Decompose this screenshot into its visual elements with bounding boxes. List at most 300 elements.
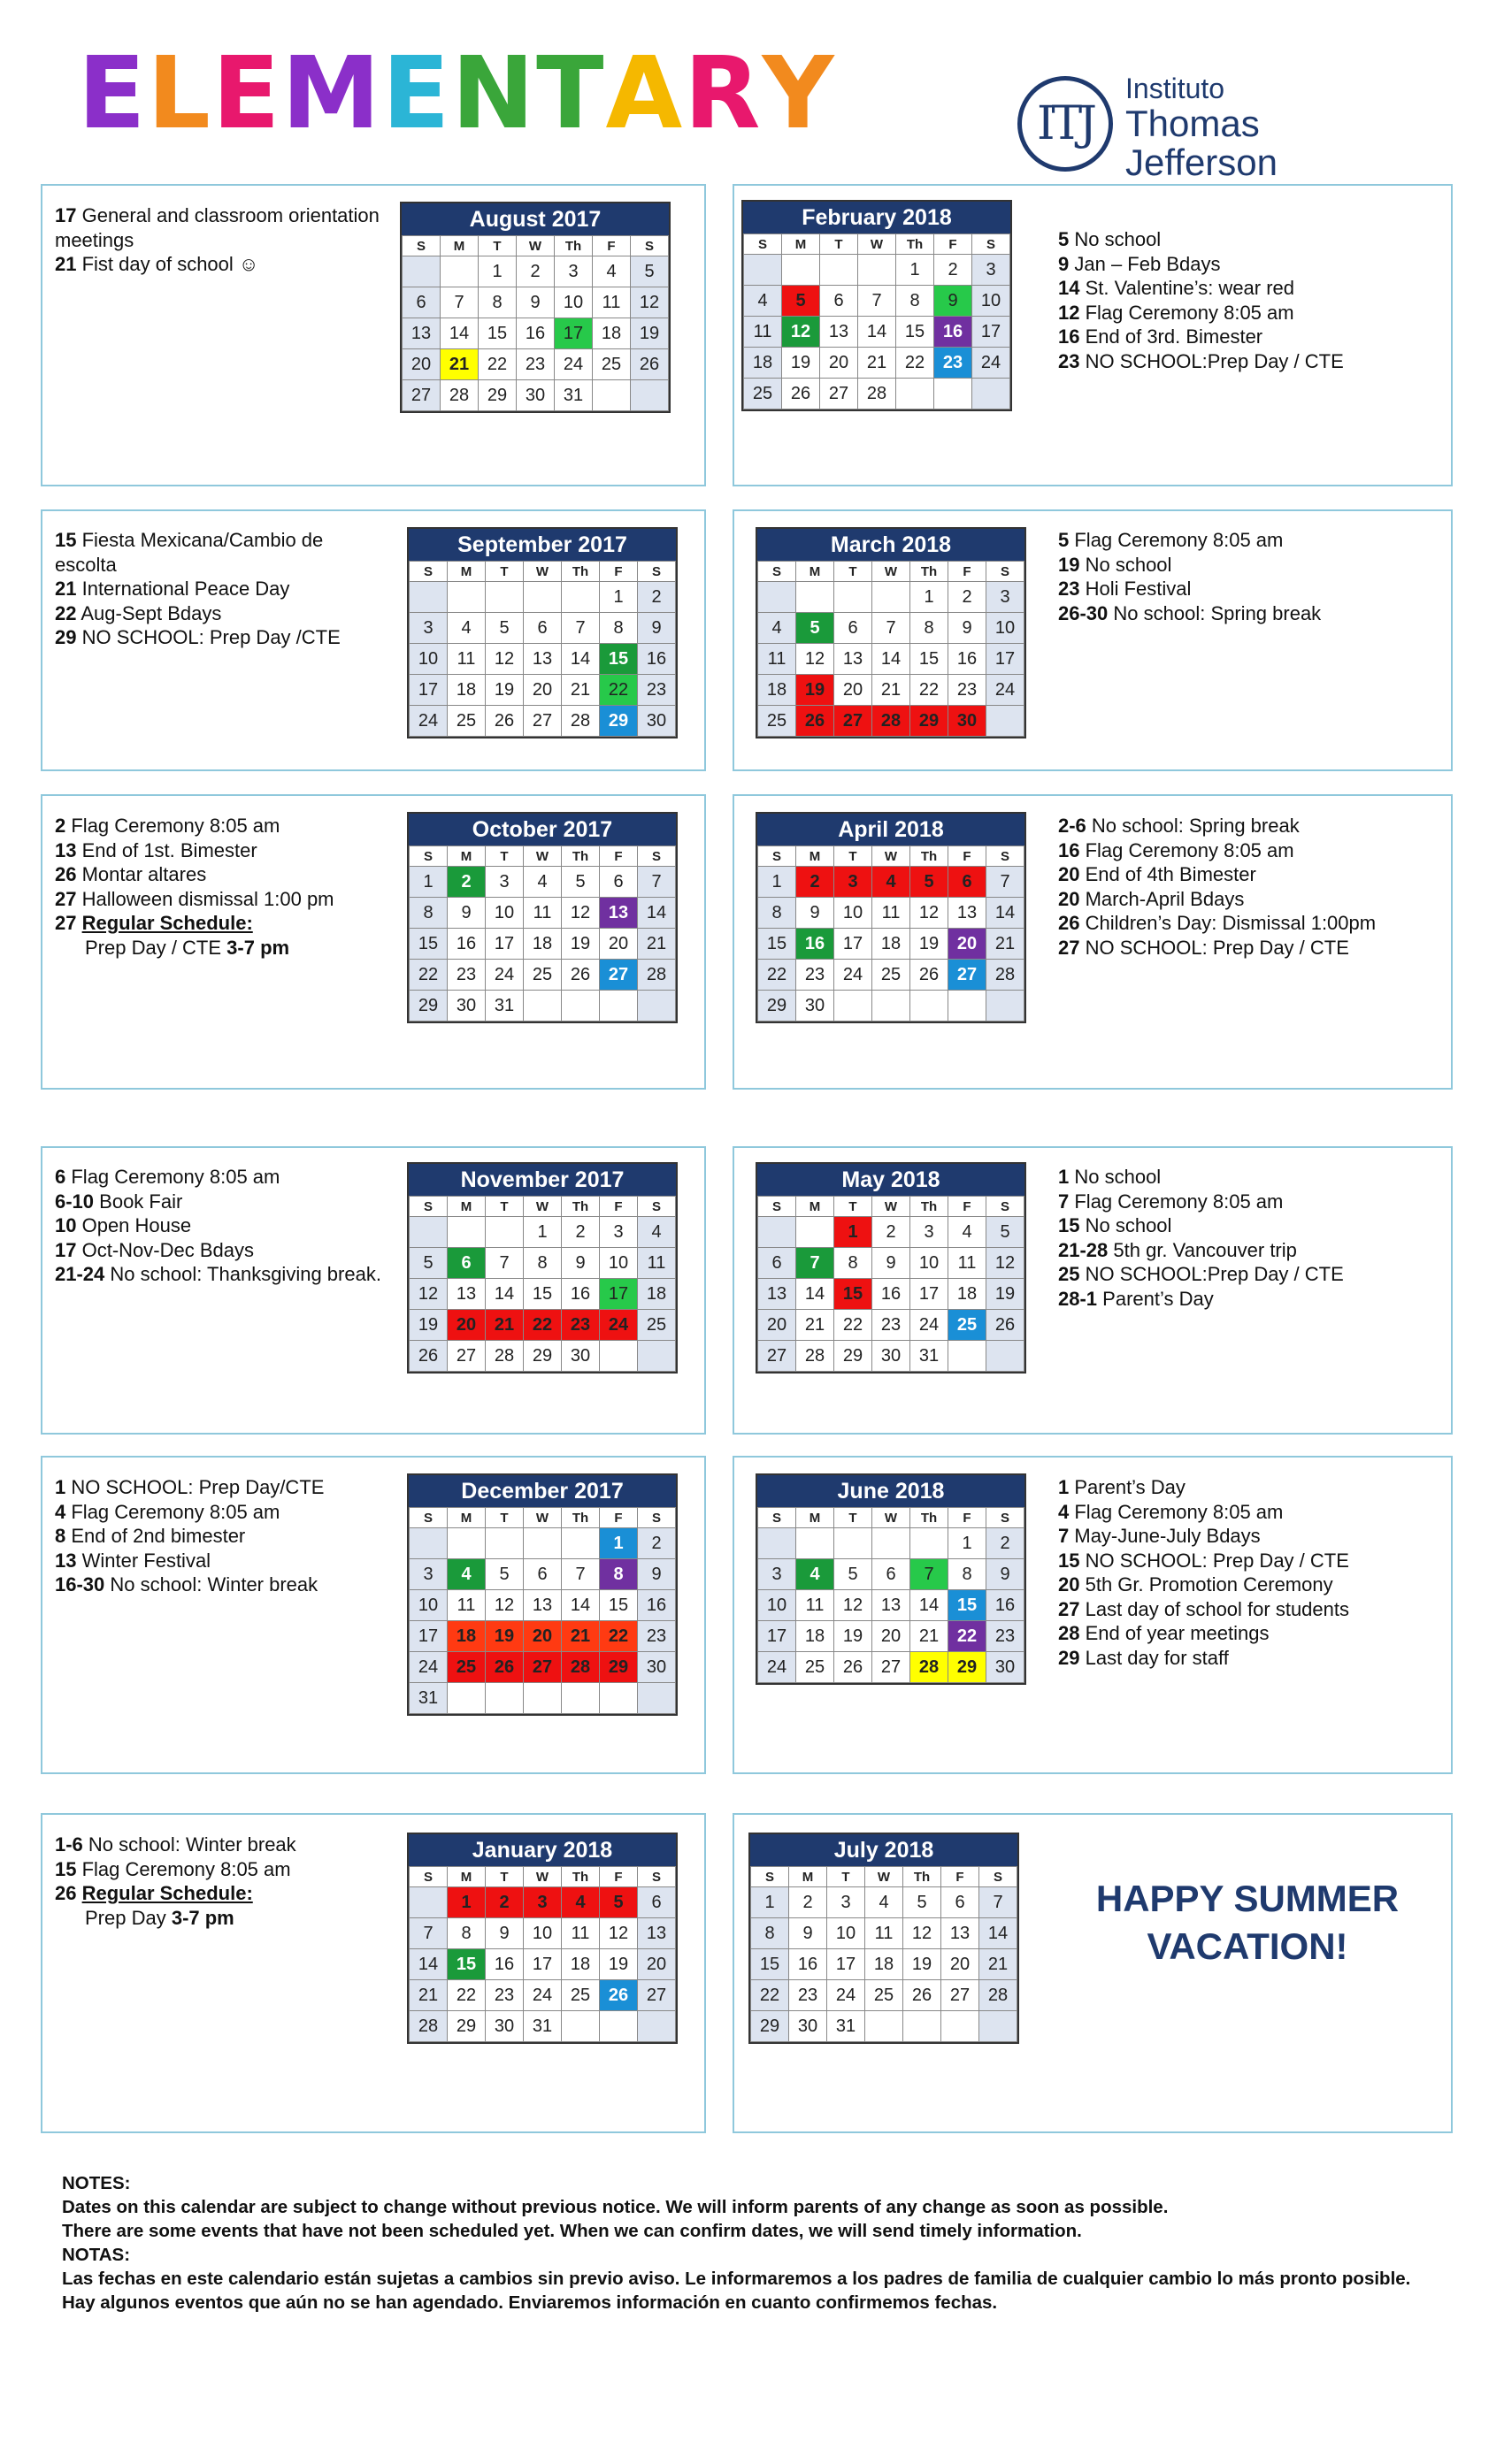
calendar-empty-cell	[986, 706, 1024, 737]
calendar-day: 28	[872, 706, 910, 737]
calendar-empty-cell	[448, 582, 486, 613]
calendar-day: 10	[555, 287, 593, 318]
calendar-day: 16	[796, 929, 834, 960]
event-item: 4 Flag Ceremony 8:05 am	[55, 1500, 280, 1523]
calendar-day: 27	[524, 706, 562, 737]
calendar-day: 5	[782, 286, 820, 317]
weekday-header: Th	[910, 562, 948, 582]
calendar-title: May 2018	[757, 1164, 1024, 1196]
weekday-header: T	[479, 236, 517, 256]
title-letter: R	[684, 36, 761, 151]
weekday-header: W	[517, 236, 555, 256]
calendar-empty-cell	[834, 1528, 872, 1559]
calendar-empty-cell	[796, 1217, 834, 1248]
calendar-empty-cell	[448, 1528, 486, 1559]
calendar-title: December 2017	[409, 1475, 676, 1507]
calendar-day: 4	[872, 867, 910, 898]
calendar-title: July 2018	[750, 1834, 1017, 1866]
calendar-day: 17	[486, 929, 524, 960]
calendar-empty-cell	[410, 1217, 448, 1248]
calendar-day: 7	[486, 1248, 524, 1279]
calendar-day: 11	[796, 1590, 834, 1621]
event-item: 7 May-June-July Bdays	[1058, 1525, 1261, 1547]
calendar-empty-cell	[600, 991, 638, 1022]
weekday-header: S	[410, 1197, 448, 1217]
calendar-empty-cell	[782, 255, 820, 286]
calendar-day: 3	[758, 1559, 796, 1590]
event-item: 21-28 5th gr. Vancouver trip	[1058, 1238, 1297, 1261]
calendar-day: 11	[948, 1248, 986, 1279]
calendar-day: 2	[986, 1528, 1024, 1559]
calendar-day: 6	[820, 286, 858, 317]
calendar-day: 25	[524, 960, 562, 991]
events-march	[1058, 528, 1412, 625]
calendar-day: 23	[948, 675, 986, 706]
calendar-day: 29	[479, 380, 517, 411]
calendar-day: 9	[986, 1559, 1024, 1590]
calendar-day: 4	[865, 1887, 903, 1918]
weekday-header: W	[865, 1867, 903, 1887]
calendar-day: 19	[486, 1621, 524, 1652]
calendar-day: 17	[410, 675, 448, 706]
events-january	[55, 1833, 382, 1930]
calendar-day: 15	[410, 929, 448, 960]
calendar-day: 29	[600, 1652, 638, 1683]
weekday-header: M	[448, 562, 486, 582]
event-item: 15 No school	[1058, 1214, 1172, 1236]
calendar-day: 1	[758, 867, 796, 898]
calendar-empty-cell	[562, 991, 600, 1022]
calendar-day: 1	[910, 582, 948, 613]
calendar-day: 30	[986, 1652, 1024, 1683]
calendar-title: March 2018	[757, 529, 1024, 561]
weekday-header: F	[948, 1197, 986, 1217]
weekday-header: W	[524, 1197, 562, 1217]
calendar-day: 4	[744, 286, 782, 317]
calendar-day: 17	[758, 1621, 796, 1652]
calendar-day: 1	[524, 1217, 562, 1248]
calendar-day: 19	[986, 1279, 1024, 1310]
weekday-header: S	[631, 236, 669, 256]
calendar-day: 14	[796, 1279, 834, 1310]
calendar-day: 19	[910, 929, 948, 960]
calendar-day: 15	[600, 644, 638, 675]
calendar-day: 12	[486, 644, 524, 675]
calendar-day: 1	[834, 1217, 872, 1248]
calendar-day: 30	[562, 1341, 600, 1372]
calendar-day: 23	[448, 960, 486, 991]
calendar-day: 3	[834, 867, 872, 898]
calendar-day: 17	[600, 1279, 638, 1310]
calendar-october	[407, 812, 678, 1023]
calendar-day: 19	[796, 675, 834, 706]
title-letter: M	[281, 36, 380, 151]
calendar-day: 8	[448, 1918, 486, 1949]
weekday-header: F	[948, 1508, 986, 1528]
calendar-day: 22	[524, 1310, 562, 1341]
calendar-day: 20	[820, 348, 858, 379]
event-item: 17 General and classroom orientation meetings	[55, 204, 380, 251]
calendar-day: 20	[941, 1949, 979, 1980]
calendar-empty-cell	[448, 1683, 486, 1714]
calendar-day: 15	[758, 929, 796, 960]
calendar-day: 25	[744, 379, 782, 409]
event-item: 26 Regular Schedule:	[55, 1882, 253, 1904]
event-item: 23 NO SCHOOL:Prep Day / CTE	[1058, 349, 1344, 372]
weekday-header: T	[820, 234, 858, 255]
calendar-empty-cell	[638, 1341, 676, 1372]
calendar-day: 24	[600, 1310, 638, 1341]
calendar-day: 21	[910, 1621, 948, 1652]
event-item: 1 Parent’s Day	[1058, 1476, 1186, 1498]
calendar-day: 12	[562, 898, 600, 929]
weekday-header: S	[758, 846, 796, 867]
calendar-day: 24	[910, 1310, 948, 1341]
calendar-day: 18	[872, 929, 910, 960]
calendar-day: 3	[986, 582, 1024, 613]
calendar-day: 3	[972, 255, 1010, 286]
event-item: 28-1 Parent’s Day	[1058, 1287, 1214, 1310]
calendar-day: 12	[903, 1918, 941, 1949]
weekday-header: M	[796, 1197, 834, 1217]
event-item: 16-30 No school: Winter break	[55, 1573, 318, 1595]
calendar-day: 21	[638, 929, 676, 960]
calendar-day: 10	[827, 1918, 865, 1949]
calendar-day: 3	[910, 1217, 948, 1248]
calendar-day: 21	[562, 675, 600, 706]
notes-line-1: Dates on this calendar are subject to change without previous notice. We will inform parents of any change as soon as possible.	[62, 2197, 1169, 2217]
calendar-day: 3	[410, 613, 448, 644]
calendar-day: 17	[524, 1949, 562, 1980]
calendar-day: 15	[751, 1949, 789, 1980]
calendar-day: 19	[600, 1949, 638, 1980]
calendar-day: 25	[796, 1652, 834, 1683]
calendar-empty-cell	[403, 256, 441, 287]
calendar-day: 11	[872, 898, 910, 929]
calendar-day: 13	[403, 318, 441, 349]
calendar-day: 17	[410, 1621, 448, 1652]
calendar-day: 26	[600, 1980, 638, 2011]
calendar-day: 16	[562, 1279, 600, 1310]
events-october	[55, 814, 382, 960]
calendar-day: 28	[441, 380, 479, 411]
calendar-day: 27	[872, 1652, 910, 1683]
calendar-day: 4	[593, 256, 631, 287]
calendar-day: 18	[744, 348, 782, 379]
event-item: 21 Fist day of school ☺	[55, 253, 259, 275]
calendar-empty-cell	[972, 379, 1010, 409]
calendar-empty-cell	[858, 255, 896, 286]
calendar-day: 23	[562, 1310, 600, 1341]
calendar-day: 16	[448, 929, 486, 960]
calendar-day: 6	[872, 1559, 910, 1590]
calendar-title: February 2018	[743, 202, 1010, 233]
calendar-day: 29	[600, 706, 638, 737]
calendar-day: 16	[638, 644, 676, 675]
calendar-day: 14	[562, 644, 600, 675]
weekday-header: F	[941, 1867, 979, 1887]
calendar-day: 21	[872, 675, 910, 706]
notas-line-1: Las fechas en este calendario están sujetas a cambios sin previo aviso. Le informaremos a los padres de familia de cualquier cambio lo más pronto posible.	[62, 2269, 1411, 2289]
calendar-empty-cell	[600, 1683, 638, 1714]
weekday-header: F	[934, 234, 972, 255]
weekday-header: M	[448, 1197, 486, 1217]
calendar-day: 23	[986, 1621, 1024, 1652]
title-letter: L	[147, 36, 211, 151]
weekday-header: M	[782, 234, 820, 255]
calendar-day: 27	[638, 1980, 676, 2011]
calendar-day: 18	[562, 1949, 600, 1980]
calendar-day: 27	[758, 1341, 796, 1372]
calendar-empty-cell	[744, 255, 782, 286]
calendar-day: 14	[410, 1949, 448, 1980]
events-december	[55, 1475, 382, 1597]
calendar-day: 2	[934, 255, 972, 286]
calendar-day: 26	[631, 349, 669, 380]
calendar-empty-cell	[562, 582, 600, 613]
calendar-day: 20	[524, 1621, 562, 1652]
calendar-day: 20	[403, 349, 441, 380]
calendar-day: 7	[986, 867, 1024, 898]
calendar-day: 18	[448, 675, 486, 706]
summer-line-1: HAPPY SUMMER	[1095, 1878, 1400, 1919]
weekday-header: S	[986, 1508, 1024, 1528]
calendar-day: 7	[441, 287, 479, 318]
calendar-day: 11	[865, 1918, 903, 1949]
calendar-day: 28	[986, 960, 1024, 991]
calendar-day: 9	[517, 287, 555, 318]
calendar-day: 10	[600, 1248, 638, 1279]
calendar-day: 26	[834, 1652, 872, 1683]
events-april	[1058, 814, 1412, 960]
calendar-day: 8	[600, 613, 638, 644]
event-item: 2 Flag Ceremony 8:05 am	[55, 815, 280, 837]
weekday-header: S	[758, 1197, 796, 1217]
calendar-day: 30	[638, 706, 676, 737]
calendar-day: 2	[789, 1887, 827, 1918]
calendar-day: 6	[524, 613, 562, 644]
calendar-day: 4	[562, 1887, 600, 1918]
weekday-header: W	[858, 234, 896, 255]
calendar-title: January 2018	[409, 1834, 676, 1866]
calendar-day: 16	[986, 1590, 1024, 1621]
calendar-day: 11	[448, 644, 486, 675]
calendar-day: 12	[910, 898, 948, 929]
weekday-header: T	[486, 846, 524, 867]
calendar-day: 22	[910, 675, 948, 706]
weekday-header: M	[448, 846, 486, 867]
calendar-day: 11	[524, 898, 562, 929]
weekday-header: S	[638, 1508, 676, 1528]
weekday-header: T	[486, 562, 524, 582]
calendar-day: 20	[600, 929, 638, 960]
weekday-header: S	[986, 562, 1024, 582]
calendar-day: 20	[448, 1310, 486, 1341]
calendar-day: 14	[872, 644, 910, 675]
weekday-header: Th	[562, 1508, 600, 1528]
calendar-empty-cell	[524, 1683, 562, 1714]
calendar-day: 22	[600, 1621, 638, 1652]
calendar-day: 12	[600, 1918, 638, 1949]
calendar-day: 18	[948, 1279, 986, 1310]
calendar-day: 16	[789, 1949, 827, 1980]
calendar-day: 22	[600, 675, 638, 706]
calendar-day: 14	[910, 1590, 948, 1621]
calendar-day: 16	[934, 317, 972, 348]
event-item: 6-10 Book Fair	[55, 1190, 183, 1213]
weekday-header: T	[486, 1867, 524, 1887]
calendar-day: 14	[486, 1279, 524, 1310]
calendar-august	[400, 202, 671, 413]
calendar-day: 8	[410, 898, 448, 929]
weekday-header: Th	[910, 846, 948, 867]
event-item: 5 No school	[1058, 228, 1162, 250]
weekday-header: M	[448, 1508, 486, 1528]
calendar-day: 29	[524, 1341, 562, 1372]
calendar-day: 24	[555, 349, 593, 380]
calendar-day: 24	[486, 960, 524, 991]
calendar-day: 18	[638, 1279, 676, 1310]
calendar-day: 29	[758, 991, 796, 1022]
calendar-day: 2	[948, 582, 986, 613]
weekday-header: Th	[903, 1867, 941, 1887]
calendar-day: 7	[910, 1559, 948, 1590]
calendar-day: 31	[410, 1683, 448, 1714]
event-item: 20 5th Gr. Promotion Ceremony	[1058, 1573, 1333, 1595]
calendar-day: 24	[986, 675, 1024, 706]
calendar-day: 21	[796, 1310, 834, 1341]
calendar-day: 27	[403, 380, 441, 411]
event-item: 27 Halloween dismissal 1:00 pm	[55, 887, 334, 910]
weekday-header: T	[827, 1867, 865, 1887]
calendar-day: 14	[562, 1590, 600, 1621]
calendar-day: 24	[972, 348, 1010, 379]
weekday-header: S	[638, 1197, 676, 1217]
event-item: Prep Day / CTE 3-7 pm	[85, 936, 290, 959]
calendar-empty-cell	[903, 2011, 941, 2042]
calendar-empty-cell	[638, 991, 676, 1022]
calendar-day: 3	[524, 1887, 562, 1918]
calendar-day: 31	[486, 991, 524, 1022]
event-item: Prep Day 3-7 pm	[85, 1906, 234, 1929]
calendar-day: 23	[789, 1980, 827, 2011]
weekday-header: M	[796, 1508, 834, 1528]
calendar-day: 26	[410, 1341, 448, 1372]
calendar-day: 5	[986, 1217, 1024, 1248]
calendar-day: 23	[872, 1310, 910, 1341]
calendar-day: 8	[600, 1559, 638, 1590]
calendar-day: 7	[562, 1559, 600, 1590]
event-item: 29 NO SCHOOL: Prep Day /CTE	[55, 626, 341, 648]
calendar-day: 6	[948, 867, 986, 898]
calendar-day: 19	[486, 675, 524, 706]
calendar-day: 13	[941, 1918, 979, 1949]
calendar-day: 8	[948, 1559, 986, 1590]
calendar-day: 6	[600, 867, 638, 898]
calendar-empty-cell	[896, 379, 934, 409]
calendar-february	[741, 200, 1012, 411]
event-item: 27 Last day of school for students	[1058, 1597, 1349, 1620]
weekday-header: S	[979, 1867, 1017, 1887]
calendar-day: 4	[638, 1217, 676, 1248]
calendar-day: 26	[796, 706, 834, 737]
calendar-day: 22	[479, 349, 517, 380]
calendar-day: 24	[758, 1652, 796, 1683]
event-item: 26 Children’s Day: Dismissal 1:00pm	[1058, 912, 1377, 934]
weekday-header: W	[524, 1508, 562, 1528]
calendar-empty-cell	[986, 1341, 1024, 1372]
calendar-day: 25	[948, 1310, 986, 1341]
event-item: 7 Flag Ceremony 8:05 am	[1058, 1190, 1284, 1213]
calendar-empty-cell	[758, 1217, 796, 1248]
weekday-header: S	[758, 562, 796, 582]
elementary-title	[78, 36, 836, 151]
calendar-day: 30	[486, 2011, 524, 2042]
calendar-day: 18	[593, 318, 631, 349]
calendar-empty-cell	[410, 582, 448, 613]
calendar-day: 30	[517, 380, 555, 411]
calendar-empty-cell	[834, 991, 872, 1022]
calendar-day: 1	[600, 582, 638, 613]
notes-heading: NOTES:	[62, 2173, 131, 2193]
weekday-header: T	[834, 1508, 872, 1528]
calendar-empty-cell	[600, 2011, 638, 2042]
weekday-header: W	[524, 846, 562, 867]
event-item: 15 Flag Ceremony 8:05 am	[55, 1857, 291, 1880]
calendar-empty-cell	[948, 991, 986, 1022]
calendar-day: 2	[486, 1887, 524, 1918]
weekday-header: Th	[562, 1867, 600, 1887]
calendar-day: 2	[796, 867, 834, 898]
calendar-empty-cell	[638, 2011, 676, 2042]
calendar-day: 17	[827, 1949, 865, 1980]
calendar-day: 20	[834, 675, 872, 706]
calendar-empty-cell	[872, 1528, 910, 1559]
calendar-day: 16	[517, 318, 555, 349]
calendar-day: 17	[555, 318, 593, 349]
calendar-day: 22	[751, 1980, 789, 2011]
calendar-day: 27	[834, 706, 872, 737]
calendar-day: 18	[758, 675, 796, 706]
weekday-header: F	[948, 846, 986, 867]
calendar-day: 13	[638, 1918, 676, 1949]
calendar-day: 10	[972, 286, 1010, 317]
calendar-day: 15	[910, 644, 948, 675]
calendar-empty-cell	[941, 2011, 979, 2042]
event-item: 1 No school	[1058, 1166, 1162, 1188]
calendar-empty-cell	[524, 991, 562, 1022]
calendar-day: 15	[448, 1949, 486, 1980]
calendar-day: 13	[834, 644, 872, 675]
calendar-day: 19	[834, 1621, 872, 1652]
calendar-day: 16	[948, 644, 986, 675]
calendar-day: 8	[758, 898, 796, 929]
events-june	[1058, 1475, 1421, 1670]
calendar-day: 27	[600, 960, 638, 991]
calendar-day: 21	[562, 1621, 600, 1652]
calendar-title: September 2017	[409, 529, 676, 561]
title-letter: N	[451, 36, 535, 151]
calendar-day: 21	[410, 1980, 448, 2011]
calendar-day: 25	[562, 1980, 600, 2011]
calendar-day: 16	[638, 1590, 676, 1621]
event-item: 13 Winter Festival	[55, 1549, 211, 1572]
calendar-day: 5	[910, 867, 948, 898]
calendar-day: 6	[941, 1887, 979, 1918]
calendar-empty-cell	[872, 582, 910, 613]
weekday-header: T	[834, 562, 872, 582]
calendar-day: 27	[524, 1652, 562, 1683]
